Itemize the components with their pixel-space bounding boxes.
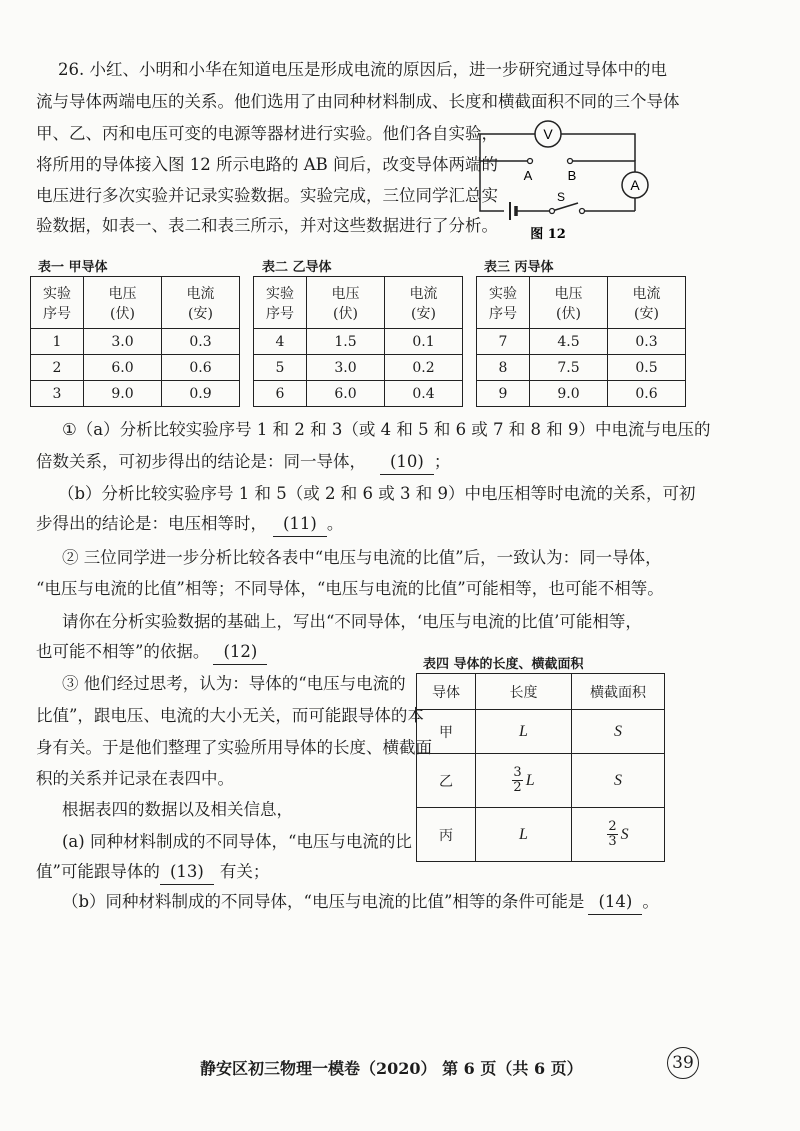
- intro-line-5: 电压进行多次实验并记录实验数据。实验完成，三位同学汇总实: [36, 186, 498, 205]
- table4: [416, 673, 665, 862]
- figure-caption: 图 12: [530, 227, 566, 242]
- table-row: 5 3.0 0.2: [254, 355, 463, 381]
- intro-line-1: 26. 小红、小明和小华在知道电压是形成电流的原因后，进一步研究通过导体中的电: [58, 60, 667, 79]
- header-voltage: 电压 (伏): [84, 277, 162, 329]
- header-area: 横截面积: [572, 674, 665, 710]
- point-a-label: A: [523, 168, 533, 183]
- blank-14[interactable]: (14): [588, 890, 642, 915]
- part1a-line2: 倍数关系，可初步得出的结论是：同一导体， (10) ；: [36, 450, 450, 475]
- part3-line1: ③ 他们经过思考，认为：导体的“电压与电流的: [62, 674, 406, 693]
- table-row: 4 1.5 0.1: [254, 329, 463, 355]
- voltmeter-label: V: [543, 126, 553, 142]
- part3-line3: 身有关。于是他们整理了实验所用导体的长度、横截面: [36, 738, 432, 757]
- table1: [30, 276, 240, 407]
- part1b-line1: （b）分析比较实验序号 1 和 5（或 2 和 6 或 3 和 9）中电压相等时电流的关系，可初: [58, 484, 696, 503]
- blank-12[interactable]: (12): [213, 640, 267, 665]
- table-row: 3 9.0 0.9: [31, 381, 240, 407]
- table-row: 6 6.0 0.4: [254, 381, 463, 407]
- blank-11[interactable]: (11): [273, 512, 327, 537]
- part3-line4: 积的关系并记录在表四中。: [36, 769, 234, 788]
- table-row: 9 9.0 0.6: [477, 381, 686, 407]
- part2-line2: “电压与电流的比值”相等；不同导体，“电压与电流的比值”可能相等，也可能不相等。: [36, 579, 664, 598]
- table1-caption: 表一 甲导体: [38, 260, 108, 275]
- part1b-line2: 步得出的结论是：电压相等时， (11) 。: [36, 512, 343, 537]
- intro-line-3: 甲、乙、丙和电压可变的电源等器材进行实验。他们各自实验，: [36, 124, 498, 143]
- intro-line-2: 流与导体两端电压的关系。他们选用了由同种材料制成、长度和横截面积不同的三个导体: [36, 92, 680, 111]
- table4-caption: 表四 导体的长度、横截面积: [423, 657, 584, 672]
- page-footer: 静安区初三物理一模卷（2020） 第 6 页（共 6 页）: [200, 1059, 583, 1078]
- blank-10[interactable]: (10): [380, 450, 434, 475]
- table-row: 1 3.0 0.3: [31, 329, 240, 355]
- part3-line2: 比值”，跟电压、电流的大小无关，而可能跟导体的本: [36, 706, 424, 725]
- fraction: $\frac{2}{3}$: [608, 819, 617, 849]
- table-row: 2 6.0 0.6: [31, 355, 240, 381]
- blank-13[interactable]: (13): [160, 860, 214, 885]
- table-row: 丙 L $\frac{2}{3}$ S: [417, 808, 665, 862]
- part2-line3: 请你在分析实验数据的基础上，写出“不同导体，‘电压与电流的比值’可能相等，: [62, 612, 642, 631]
- ammeter-label: A: [630, 177, 640, 193]
- switch-label: S: [556, 190, 566, 204]
- table-row: 乙 $\frac{3}{2}$ L S: [417, 754, 665, 808]
- table3-caption: 表三 丙导体: [484, 260, 554, 275]
- header-length: 长度: [476, 674, 572, 710]
- part3a-line2: 值”可能跟导体的 (13) 有关；: [36, 860, 269, 885]
- table2: 实验 序号 电压 (伏) 电流 (安) 4 1.5 0.1 5 3.0 0.2 6 6.0 0.4: [253, 276, 463, 407]
- part1a-line1: ①（a）分析比较实验序号 1 和 2 和 3（或 4 和 5 和 6 或 7 和 8 和 9）中电流与电压的: [62, 420, 711, 439]
- part3a-line1: (a) 同种材料制成的不同导体，“电压与电流的比: [62, 832, 412, 851]
- header-current: 电流 (安): [162, 277, 240, 329]
- table3: 实验 序号 电压 (伏) 电流 (安) 7 4.5 0.3 8 7.5 0.5 9 9.0 0.6: [476, 276, 686, 407]
- table-row: 7 4.5 0.3: [477, 329, 686, 355]
- header-serial: 实验 序号: [31, 277, 84, 329]
- circuit-diagram: [470, 116, 670, 244]
- page-number-badge: 39: [667, 1047, 699, 1079]
- point-b-label: B: [567, 168, 577, 183]
- intro-line-6: 验数据，如表一、表二和表三所示，并对这些数据进行了分析。: [36, 216, 498, 235]
- part3b-line: （b）同种材料制成的不同导体，“电压与电流的比值”相等的条件可能是 (14) 。: [62, 890, 659, 915]
- intro-line-4: 将所用的导体接入图 12 所示电路的 AB 间后，改变导体两端的: [36, 155, 499, 174]
- part3-line5: 根据表四的数据以及相关信息，: [62, 800, 293, 819]
- table2-caption: 表二 乙导体: [262, 260, 332, 275]
- part2-line1: ② 三位同学进一步分析比较各表中“电压与电流的比值”后，一致认为：同一导体，: [62, 548, 662, 567]
- fraction: $\frac{3}{2}$: [513, 765, 522, 795]
- header-conductor: 导体: [417, 674, 476, 710]
- table-row: 甲 L S: [417, 710, 665, 754]
- table-row: 8 7.5 0.5: [477, 355, 686, 381]
- part2-line4: 也可能不相等”的依据。 (12): [36, 640, 267, 665]
